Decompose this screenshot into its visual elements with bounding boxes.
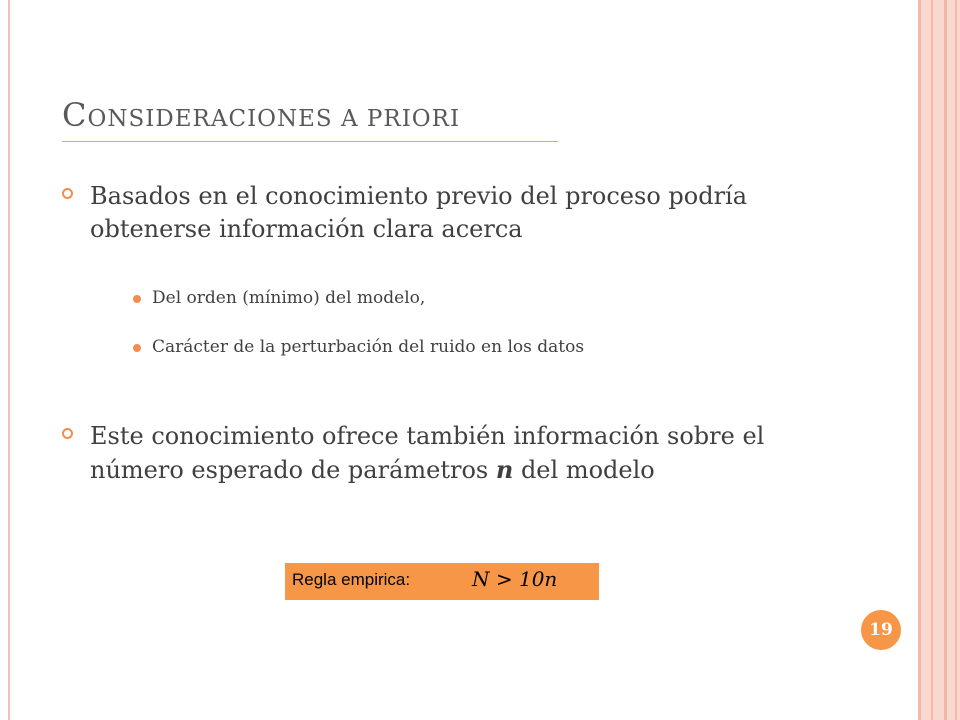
sub-bullet-text: Del orden (mínimo) del modelo, [152, 288, 426, 308]
sub-bullet-text: Carácter de la perturbación del ruido en los datos [152, 337, 585, 357]
right-stripe [944, 0, 947, 720]
right-decorative-band [918, 0, 960, 720]
bullet-item [90, 180, 790, 246]
sub-bullet-item [152, 337, 584, 357]
rule-formula: N > 10n [472, 567, 558, 591]
right-stripe [918, 0, 921, 720]
parameter-symbol: n [495, 455, 514, 484]
slide-title [62, 96, 460, 134]
hollow-circle-bullet-icon [62, 428, 73, 439]
left-border-line [8, 0, 10, 720]
right-stripe [931, 0, 933, 720]
title-rest: ONSIDERACIONES A PRIORI [87, 106, 461, 132]
dot-bullet-icon [133, 295, 141, 303]
bullet-text-end: del modelo [513, 456, 655, 484]
dot-bullet-icon [133, 344, 141, 352]
page-number-badge: 19 [861, 610, 901, 650]
bullet-text: Este conocimiento ofrece también información sobre el número esperado de parámetros [90, 422, 765, 484]
empirical-rule-box [285, 563, 599, 600]
sub-bullet-item [152, 288, 425, 308]
title-underline [62, 141, 558, 142]
bullet-item [90, 420, 790, 487]
right-stripe [955, 0, 957, 720]
rule-label: Regla empirica: [292, 570, 411, 589]
bullet-text: Basados en el conocimiento previo del proceso podría obtenerse información clara acerca [90, 182, 748, 243]
title-initial: C [62, 96, 88, 134]
hollow-circle-bullet-icon [62, 188, 73, 199]
